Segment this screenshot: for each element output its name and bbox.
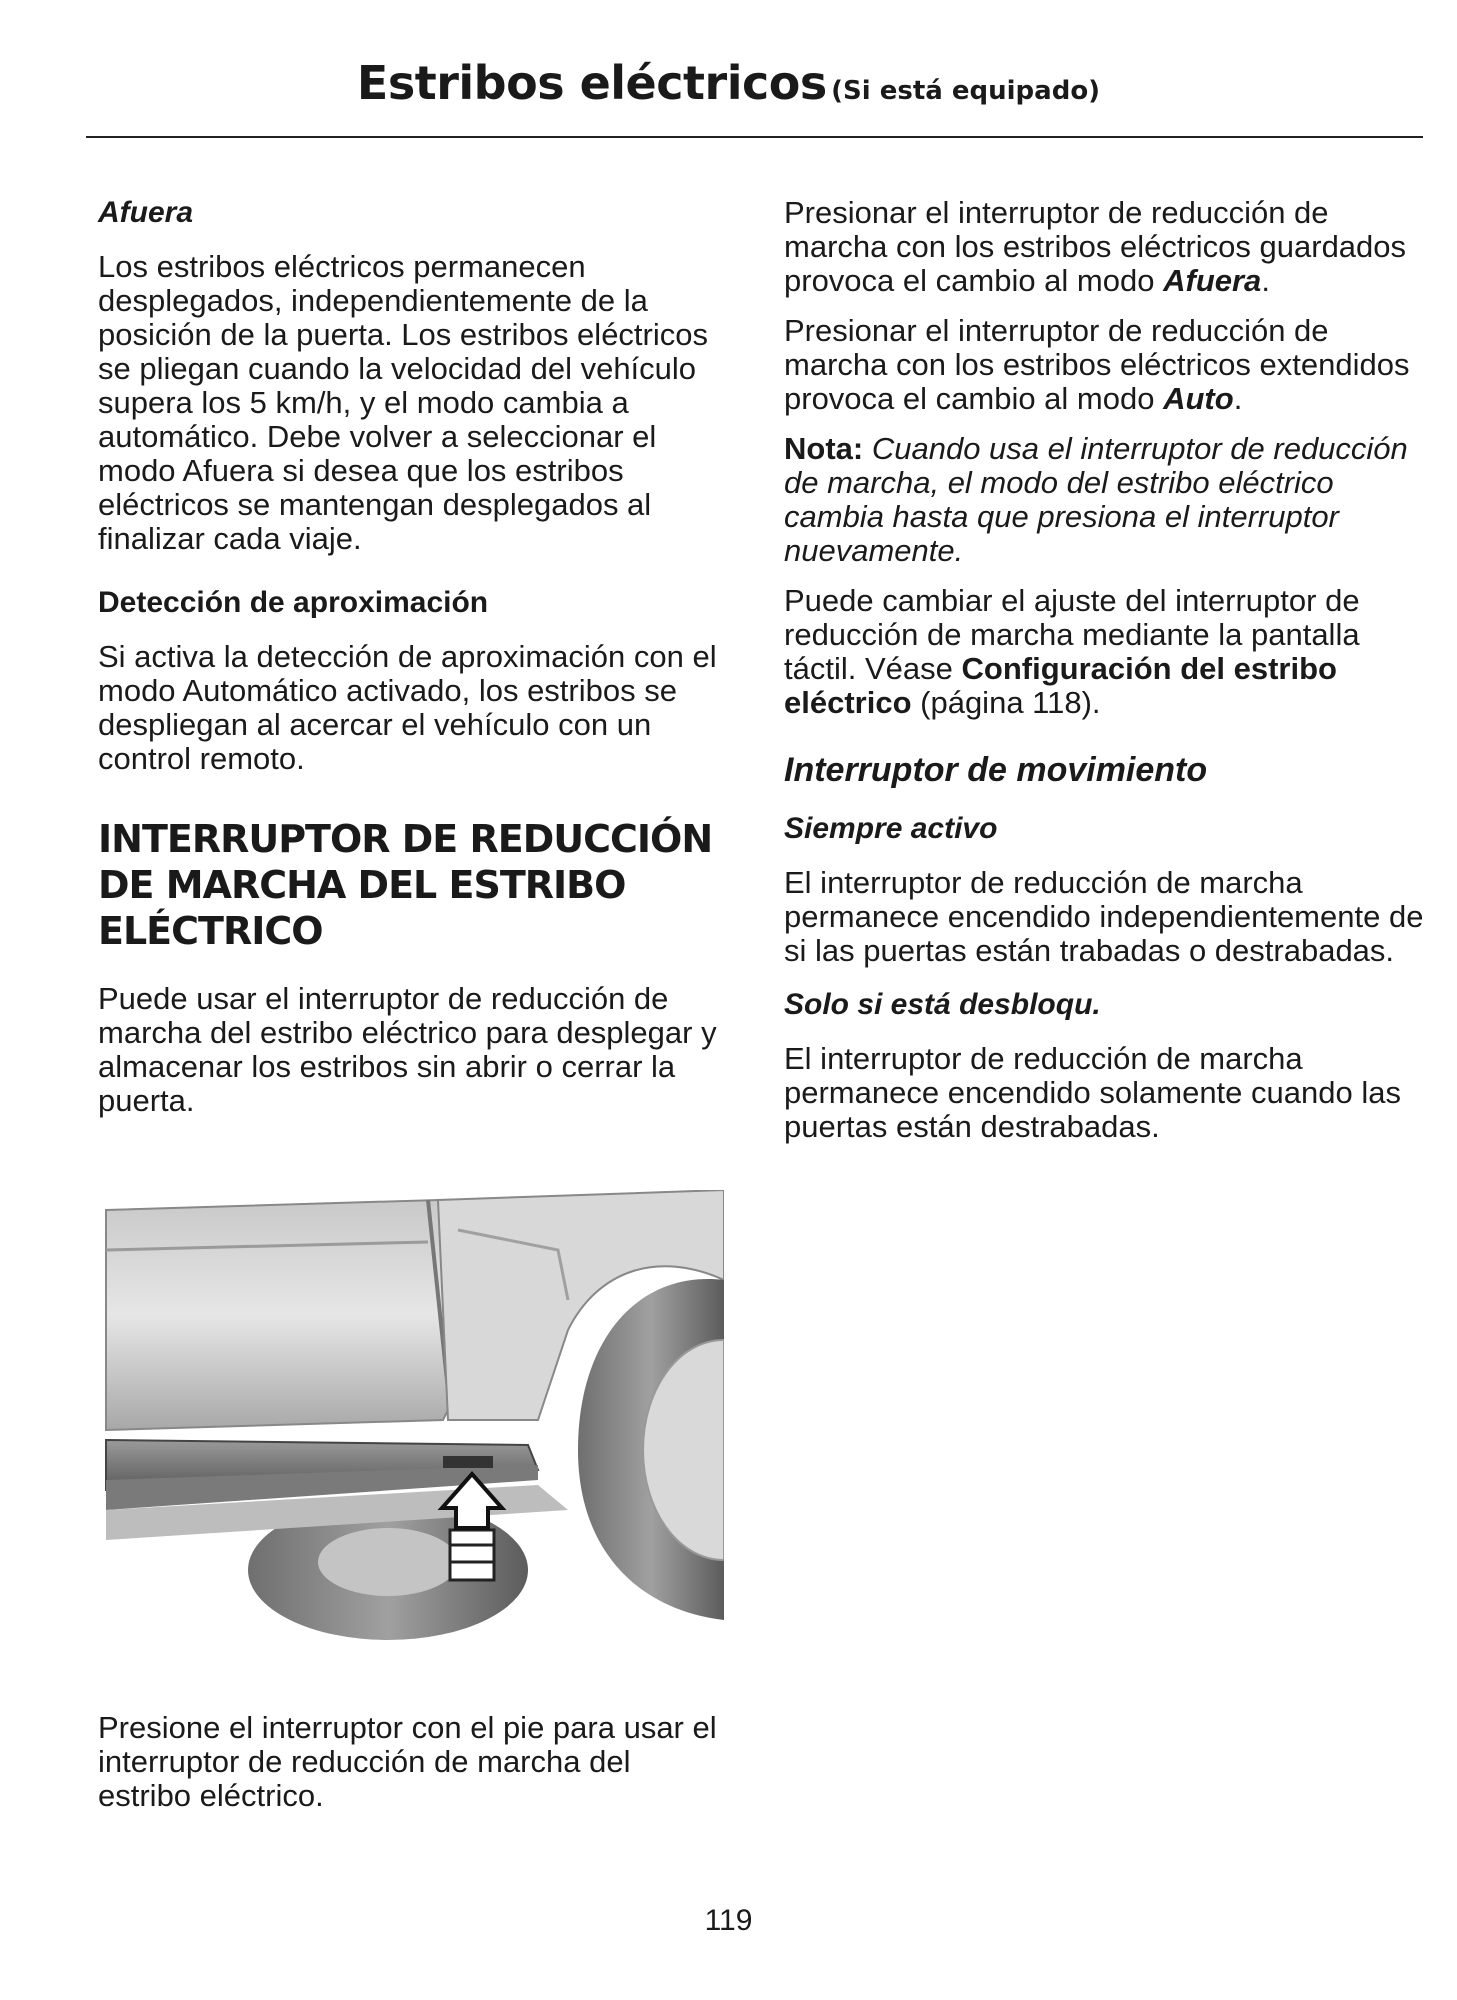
note	[784, 432, 1424, 568]
caption-text: Presione el interruptor con el pie para usar el interruptor de reducción de marcha del estribo eléctrico.	[98, 1710, 717, 1813]
p1	[784, 196, 1424, 298]
section-title-line2: DE MARCHA DEL ESTRIBO	[98, 863, 626, 907]
p2-mode: Auto	[1163, 381, 1234, 416]
step-switch-illustration	[98, 1190, 724, 1650]
afuera-heading: Afuera	[98, 196, 194, 229]
p1-mode: Afuera	[1163, 263, 1262, 298]
note-text: Cuando usa el interruptor de reducción de marcha, el modo del estribo eléctrico cambia hasta que presiona el interruptor nuevamente.	[784, 431, 1408, 568]
section-title-line1: INTERRUPTOR DE REDUCCIÓN	[98, 817, 713, 861]
p1-text: Presionar el interruptor de reducción de marcha con los estribos eléctricos guardados provoca el cambio al modo	[784, 195, 1407, 298]
always-heading: Siempre activo	[784, 812, 998, 845]
section-title-line3: ELÉCTRICO	[98, 909, 323, 953]
section-text: Puede usar el interruptor de reducción de marcha del estribo eléctrico para desplegar y almacenar los estribos sin abrir o cerrar la puerta.	[98, 981, 717, 1118]
p3-page: (página 118).	[920, 685, 1101, 720]
p2-end: .	[1233, 381, 1243, 416]
p3	[784, 584, 1424, 720]
page-header	[0, 56, 1457, 110]
p2-text: Presionar el interruptor de reducción de marcha con los estribos eléctricos extendidos provoca el cambio al modo	[784, 313, 1410, 416]
left-column	[98, 196, 718, 1118]
step-switch	[443, 1456, 493, 1468]
page-subtitle: (Si está equipado)	[831, 76, 1101, 106]
page-title: Estribos eléctricos	[356, 56, 827, 110]
unlocked-text: El interruptor de reducción de marcha permanece encendido solamente cuando las puertas están destrabadas.	[784, 1041, 1401, 1144]
door-panel	[106, 1200, 458, 1430]
foot-pad	[450, 1530, 494, 1580]
always-text: El interruptor de reducción de marcha permanece encendido independientemente de si las puertas están trabadas o destrabadas.	[784, 865, 1424, 968]
header-rule	[86, 136, 1423, 138]
section-title	[98, 816, 718, 954]
note-label: Nota:	[784, 431, 864, 466]
afuera-text: Los estribos eléctricos permanecen desplegados, independientemente de la posición de la puerta. Los estribos eléctricos se pliegan cuando la velocidad del vehículo supera los 5 km/h, y el modo cambia a automático. Debe volver a seleccionar el modo Afuera si desea que los estribos eléctricos se mantengan desplegados al finalizar cada viaje.	[98, 249, 708, 556]
right-column	[784, 196, 1424, 1144]
approach-text: Si activa la detección de aproximación con el modo Automático activado, los estribos se despliegan al acercar el vehículo con un control remoto.	[98, 639, 717, 776]
p2	[784, 314, 1424, 416]
figure-caption	[98, 1711, 724, 1813]
approach-heading: Detección de aproximación	[98, 586, 489, 619]
page-number: 119	[704, 1904, 753, 1937]
p3-text: Puede cambiar el ajuste del interruptor de reducción de marcha mediante la pantalla táctil. Véase	[784, 583, 1360, 686]
unlocked-heading: Solo si está desbloqu.	[784, 988, 1101, 1021]
p3-link[interactable]: Configuración del estribo eléctrico	[784, 651, 1337, 720]
motion-heading: Interruptor de movimiento	[784, 751, 1208, 789]
p1-end: .	[1261, 263, 1270, 298]
